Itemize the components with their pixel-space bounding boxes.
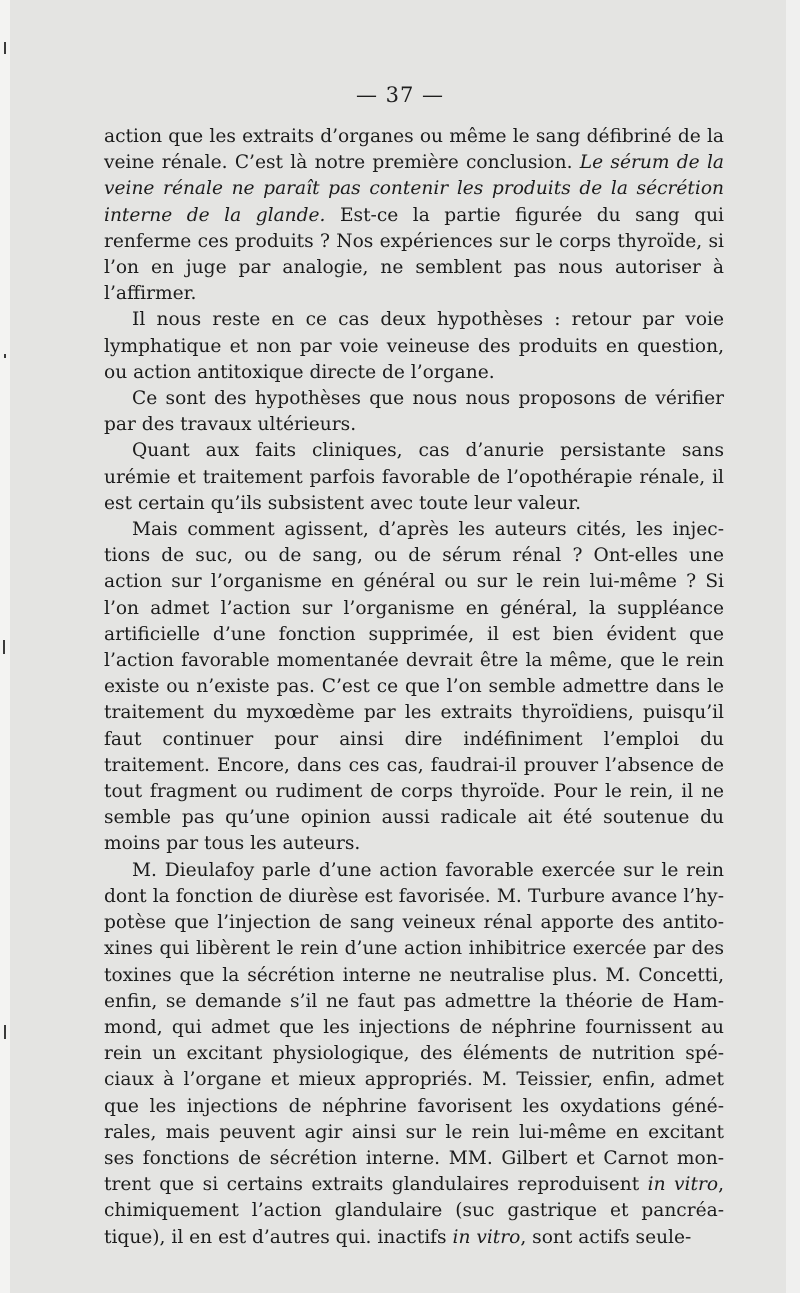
margin-mark bbox=[4, 1025, 6, 1039]
text-run: , sont actifs seule- bbox=[520, 1226, 692, 1248]
paragraph bbox=[104, 438, 724, 517]
page-gutter bbox=[0, 0, 10, 1293]
text-run: action que les extraits d’organes ou même le sang défibriné de la veine rénale. C’est là notre première conclusion. bbox=[104, 126, 724, 174]
text-run: Il nous reste en ce cas deux hypothèses : retour par voie lymphatique et non par voie veineuse des produits en question, ou action antitoxique directe de l’organe. bbox=[104, 309, 724, 383]
margin-mark bbox=[4, 354, 6, 358]
margin-mark bbox=[4, 42, 6, 54]
paragraph bbox=[104, 386, 724, 438]
text-run: Ce sont des hypothèses que nous nous proposons de vérifier par des travaux ultérieurs. bbox=[104, 388, 724, 436]
text-run: Est-ce la partie figurée du sang qui renferme ces produits ? Nos expériences sur le corps thyroïde, si l’on en juge par analogie, ne semblent pas nous autoriser à l’affirmer. bbox=[104, 204, 724, 305]
text-run: Mais comment agissent, d’après les auteurs cités, les injections de suc, ou de sang, ou de sérum rénal ? Ont-elles une action sur l’organisme en général ou sur le rein lui-même ? Si l’on admet l’action sur l’organisme en général, la suppléance artificielle d’une fonction supprimée, il est bien évident que l’action favorable momentanée devrait être la même, que le rein existe ou n’existe pas. C’est ce que l’on semble admettre dans le traitement du myxœdème par les extraits thyroïdiens, puisqu’il faut continuer pour ainsi dire indéfiniment l’emploi du traitement. Encore, dans ces cas, faudrai-il prouver l’absence de tout fragment ou rudiment de corps thyroïde. Pour le rein, il ne semble pas qu’une opinion aussi radicale ait été soutenue du moins par tous les auteurs. bbox=[104, 519, 724, 855]
page-number: — 37 — bbox=[355, 83, 445, 107]
paragraph bbox=[104, 858, 724, 1251]
paragraph bbox=[104, 124, 724, 307]
margin-mark bbox=[3, 640, 5, 654]
italic-text-run: Le sérum de la veine rénale ne paraît pas contenir les produits de la sécrétion interne de la glande. bbox=[104, 152, 724, 226]
paragraph bbox=[104, 517, 724, 858]
italic-text-run: in vitro bbox=[647, 1174, 719, 1196]
scan-edge bbox=[786, 0, 800, 1293]
paragraph bbox=[104, 307, 724, 386]
italic-text-run: in vitro bbox=[452, 1226, 521, 1248]
body-text bbox=[104, 124, 724, 1251]
text-run: , chimiquement l’action glandulaire (suc gastrique et pancréatique), il en est d’autres qui. inactifs bbox=[104, 1174, 724, 1248]
text-run: Quant aux faits cliniques, cas d’anurie persistante sans urémie et traitement parfois favorable de l’opothérapie rénale, il est certain qu’ils subsistent avec toute leur valeur. bbox=[104, 440, 724, 514]
text-run: M. Dieulafoy parle d’une action favorable exercée sur le rein dont la fonction de diurèse est favorisée. M. Turbure avance l’hypotèse que l’injection de sang veineux rénal apporte des antitoxines qui libèrent le rein d’une action inhibitrice exercée par des toxines que la sécrétion interne ne neutralise plus. M. Concetti, enfin, se demande s’il ne faut pas admettre la théorie de Hammond, qui admet que les injections de néphrine fournissent au rein un excitant physiologique, des éléments de nutrition spéciaux à l’organe et mieux appropriés. M. Teissier, enfin, admet que les injections de néphrine favorisent les oxydations générales, mais peuvent agir ainsi sur le rein lui-même en excitant ses fonctions de sécrétion interne. MM. Gilbert et Carnot montrent que si certains extraits glandulaires reproduisent bbox=[104, 859, 724, 1196]
